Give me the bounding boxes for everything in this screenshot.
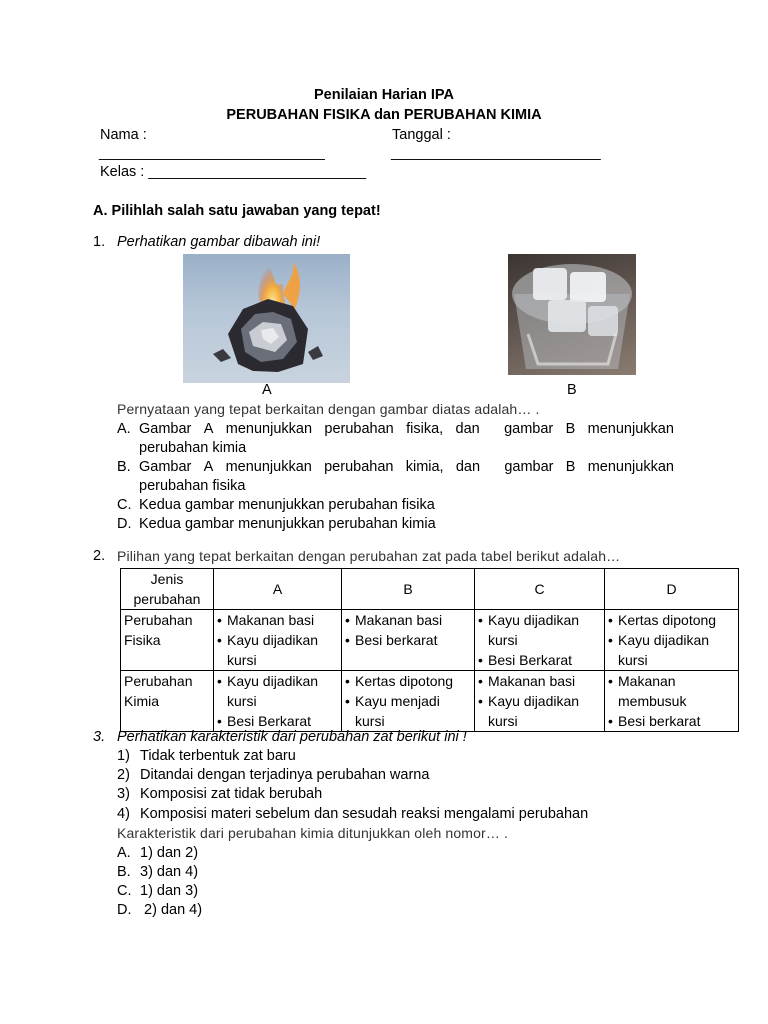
list-item: • Kayu dijadikan kursi bbox=[478, 610, 601, 650]
q3-item-4-text: Komposisi materi sebelum dan sesudah reaksi mengalami perubahan bbox=[140, 806, 589, 822]
table-header-b[interactable]: B bbox=[342, 569, 475, 610]
q3-option-d-letter[interactable]: D. bbox=[117, 902, 132, 918]
table-header-row bbox=[121, 569, 739, 610]
q1-prompt: Perhatikan gambar dibawah ini! bbox=[117, 234, 321, 250]
q1-option-b-text-2: perubahan fisika bbox=[139, 478, 246, 494]
cell-chemical-c[interactable] bbox=[475, 671, 605, 732]
list-item: • Makanan basi bbox=[478, 671, 601, 691]
q3-prompt: Perhatikan karakteristik dari perubahan zat berikut ini ! bbox=[117, 729, 467, 745]
q3-item-1-text: Tidak terbentuk zat baru bbox=[140, 748, 296, 764]
image-b-label: B bbox=[567, 382, 577, 398]
cell-chemical-d[interactable] bbox=[605, 671, 739, 732]
q3-item-4-num: 4) bbox=[117, 806, 130, 822]
q1-option-d-text[interactable]: Kedua gambar menunjukkan perubahan kimia bbox=[139, 516, 436, 532]
image-a-label: A bbox=[262, 382, 272, 398]
list-item: • Makanan membusuk bbox=[608, 671, 735, 711]
list-item: • Besi Berkarat bbox=[478, 650, 601, 670]
class-field[interactable]: Kelas : ___________________________ bbox=[100, 164, 367, 180]
table-row bbox=[121, 610, 739, 671]
list-item: • Besi berkarat bbox=[608, 711, 735, 731]
q1-option-d-letter[interactable]: D. bbox=[117, 516, 132, 532]
burning-paper-icon bbox=[183, 254, 350, 383]
row-label-chemical: Perubahan Kimia bbox=[121, 671, 214, 732]
q3-option-a-letter[interactable]: A. bbox=[117, 845, 131, 861]
q3-option-c-letter[interactable]: C. bbox=[117, 883, 132, 899]
page-title: Penilaian Harian IPA bbox=[314, 87, 454, 103]
q3-option-d-text[interactable]: 2) dan 4) bbox=[140, 902, 203, 918]
list-item: • Kayu dijadikan kursi bbox=[217, 671, 338, 711]
q3-option-a-text[interactable]: 1) dan 2) bbox=[140, 845, 199, 861]
q3-item-2-num: 2) bbox=[117, 767, 130, 783]
table-header-type: Jenis perubahan bbox=[121, 569, 214, 610]
image-a-burning-paper bbox=[183, 254, 350, 383]
q3-item-2-text: Ditandai dengan terjadinya perubahan warna bbox=[140, 767, 430, 783]
list-item: • Kayu dijadikan kursi bbox=[217, 630, 338, 670]
list-item: • Makanan basi bbox=[217, 610, 338, 630]
q1-number: 1. bbox=[93, 234, 106, 250]
q3-item-1-num: 1) bbox=[117, 748, 130, 764]
section-a-heading: A. Pilihlah salah satu jawaban yang tepat! bbox=[93, 203, 381, 219]
list-item: • Kayu menjadi kursi bbox=[345, 691, 471, 731]
q1-option-b-text[interactable]: Gambar A menunjukkan perubahan kimia, dan gambar B menunjukkan bbox=[139, 459, 674, 475]
date-field[interactable]: __________________________ bbox=[391, 145, 601, 161]
q1-option-b-letter[interactable]: B. bbox=[117, 459, 131, 475]
row-label-physical: Perubahan Fisika bbox=[121, 610, 214, 671]
list-item: • Kayu dijadikan kursi bbox=[478, 691, 601, 731]
cell-physical-d[interactable] bbox=[605, 610, 739, 671]
q1-option-a-text-2: perubahan kimia bbox=[139, 440, 247, 456]
q1-option-a-letter[interactable]: A. bbox=[117, 421, 131, 437]
q2-options-table bbox=[120, 568, 739, 732]
table-header-d[interactable]: D bbox=[605, 569, 739, 610]
q3-option-c-text[interactable]: 1) dan 3) bbox=[140, 883, 199, 899]
image-b-ice-glass bbox=[508, 254, 636, 375]
q3-option-b-letter[interactable]: B. bbox=[117, 864, 131, 880]
q2-prompt: Pilihan yang tepat berkaitan dengan perubahan zat pada tabel berikut adalah… bbox=[117, 548, 621, 564]
date-label: Tanggal : bbox=[392, 127, 451, 143]
page-subtitle: PERUBAHAN FISIKA dan PERUBAHAN KIMIA bbox=[226, 107, 542, 123]
q3-item-3-text: Komposisi zat tidak berubah bbox=[140, 786, 323, 802]
cell-chemical-b[interactable] bbox=[342, 671, 475, 732]
q1-option-c-letter[interactable]: C. bbox=[117, 497, 132, 513]
list-item: • Besi berkarat bbox=[345, 630, 471, 650]
q1-option-a-text[interactable]: Gambar A menunjukkan perubahan fisika, dan gambar B menunjukkan bbox=[139, 421, 674, 437]
table-header-c[interactable]: C bbox=[475, 569, 605, 610]
list-item: • Kertas dipotong bbox=[345, 671, 471, 691]
list-item: • Kertas dipotong bbox=[608, 610, 735, 630]
q1-option-c-text[interactable]: Kedua gambar menunjukkan perubahan fisika bbox=[139, 497, 435, 513]
list-item: • Kayu dijadikan kursi bbox=[608, 630, 735, 670]
name-field[interactable]: ____________________________ bbox=[99, 145, 325, 161]
list-item: • Makanan basi bbox=[345, 610, 471, 630]
q3-number: 3. bbox=[93, 729, 106, 745]
table-header-a[interactable]: A bbox=[214, 569, 342, 610]
table-row bbox=[121, 671, 739, 732]
cell-physical-b[interactable] bbox=[342, 610, 475, 671]
q3-option-b-text[interactable]: 3) dan 4) bbox=[140, 864, 199, 880]
cell-physical-a[interactable] bbox=[214, 610, 342, 671]
q3-item-3-num: 3) bbox=[117, 786, 130, 802]
cell-chemical-a[interactable] bbox=[214, 671, 342, 732]
q2-number: 2. bbox=[93, 548, 106, 564]
cell-physical-c[interactable] bbox=[475, 610, 605, 671]
ice-glass-icon bbox=[508, 254, 636, 375]
list-item: • Besi Berkarat bbox=[217, 711, 338, 731]
q3-statement: Karakteristik dari perubahan kimia ditunjukkan oleh nomor… . bbox=[117, 825, 509, 841]
q1-statement: Pernyataan yang tepat berkaitan dengan gambar diatas adalah… . bbox=[117, 401, 540, 417]
name-label: Nama : bbox=[100, 127, 147, 143]
